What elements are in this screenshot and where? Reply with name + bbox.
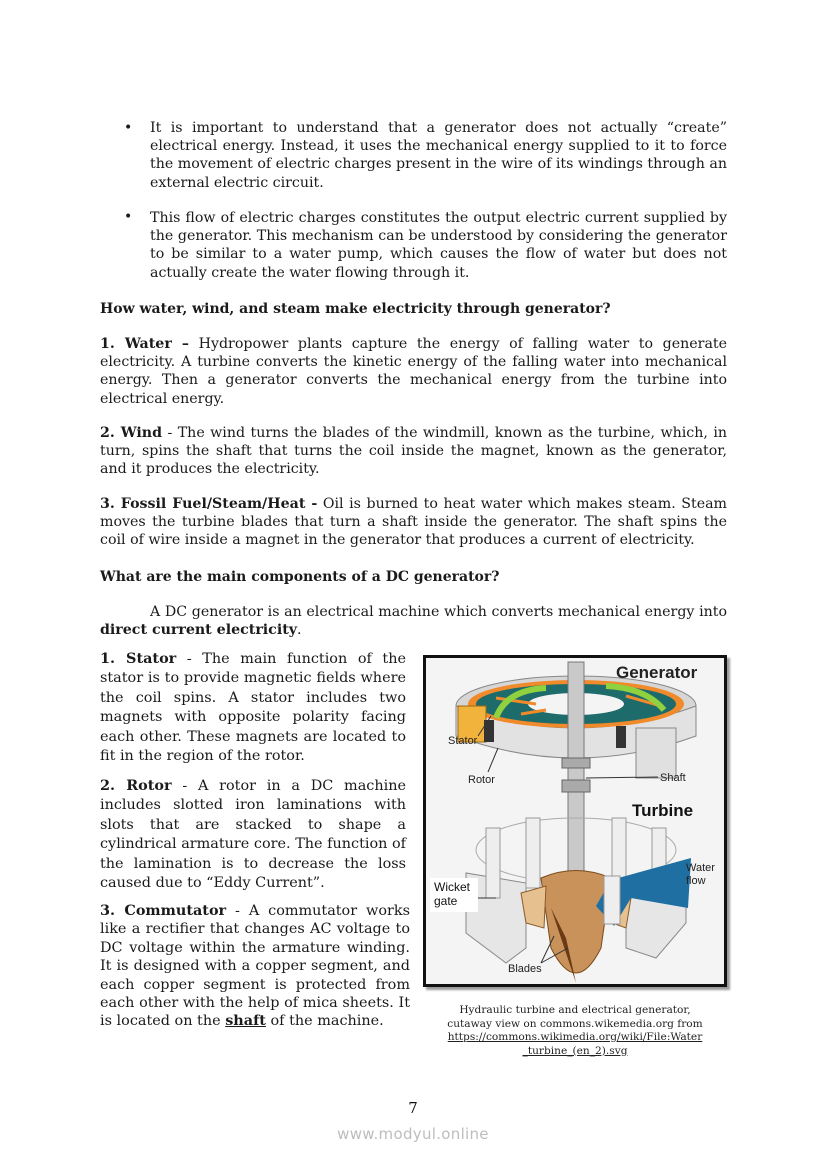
turbine-diagram-illustration [426,658,724,984]
item-label: 3. Commutator [100,902,227,919]
intro-end: . [297,622,302,639]
stator-paragraph [100,649,406,766]
watermark: www.modyul.online [337,1125,489,1143]
caption-line: Hydraulic turbine and electrical generator, [459,1004,691,1016]
item-text: - A rotor in a DC machine includes slotted iron laminations with slots that are stacked to shape a cylindrical armature core. The function of the lamination is to decrease the loss caused due to “Eddy Current”. [100,778,406,892]
wicket-gate-label: Wicket [434,880,470,894]
caption-source-link[interactable]: _turbine_(en_2).svg [522,1044,628,1057]
section-heading: How water, wind, and steam make electricity through generator? [100,301,611,317]
turbine-generator-figure [423,655,727,987]
item-text: Hydropower plants capture the energy of falling water to generate electricity. A turbine converts the kinetic energy of the falling water into mechanical energy. Then a generator converts the mechanical energy from the turbine into electrical energy. [100,336,727,407]
item-text: - A commutator works like a rectifier that changes AC voltage to DC voltage within the armature winding. It is designed with a copper segment, and each copper segment is protected from each other with the help of mica sheets. It is located on the [100,903,410,1030]
intro-bold: direct current electricity [100,622,298,639]
item-label: 2. Wind [100,425,163,441]
figure-caption [425,1004,725,1058]
bullet-paragraph: It is important to understand that a generator does not actually “create” electrical energy. Instead, it uses the mechanical energy supplied to it to force the movement of electric charges present in the wire of its windings through an external electric circuit. [150,120,727,191]
rotor-label: Rotor [468,774,495,786]
caption-source-link[interactable]: https://commons.wikimedia.org/wiki/File:Water [447,1031,703,1043]
bullet-paragraph: This flow of electric charges constitutes the output electric current supplied by the generator. This mechanism can be understood by considering the generator to be similar to a water pump, which causes the flow of water but does not actually create the water flowing through it. [150,210,727,281]
item-text: of the machine. [265,1013,384,1030]
wind-paragraph [100,424,727,479]
steam-paragraph [100,495,727,550]
intro-paragraph [100,603,727,639]
item-label: 1. Stator [100,650,177,667]
generator-label: Generator [616,663,698,682]
turbine-label: Turbine [632,801,694,820]
blades-label: Blades [508,963,542,975]
bullet-icon: • [124,120,133,136]
item-label: 1. Water – [100,336,189,352]
item-label: 2. Rotor [100,777,172,794]
item-text: Oil is burned to heat water which makes steam. Steam moves the turbine blades that turn a shaft inside the generator. The shaft spins the coil of wire inside a magnet in the generator that produces a current of electricity. [100,496,728,549]
item-text: - The main function of the stator is to provide magnetic fields where the coil spins. A stator includes two magnets with opposite polarity facing each other. These magnets are located to fit in the region of the rotor. [100,651,406,765]
caption-line: cutaway view on commons.wikemedia.org from [447,1017,703,1030]
water-paragraph [100,335,727,408]
commutator-paragraph [100,902,410,1031]
bullet-icon: • [124,209,133,225]
page-number: 7 [408,1099,418,1117]
rotor-paragraph [100,776,406,893]
section-heading: What are the main components of a DC generator? [100,569,500,585]
wicket-gate-label: gate [434,894,458,908]
stator-label: Stator [448,735,478,747]
shaft-link[interactable]: shaft [225,1012,266,1030]
water-flow-label: flow [686,875,706,887]
water-flow-label: Water [686,862,715,874]
item-label: 3. Fossil Fuel/Steam/Heat - [100,496,318,512]
intro-text: A DC generator is an electrical machine which converts mechanical energy into [150,604,727,620]
item-text: - The wind turns the blades of the windmill, known as the turbine, which, in turn, spins the shaft that turns the coil inside the magnet, known as the generator, and it produces the electricity. [100,425,728,478]
shaft-label: Shaft [660,772,686,784]
